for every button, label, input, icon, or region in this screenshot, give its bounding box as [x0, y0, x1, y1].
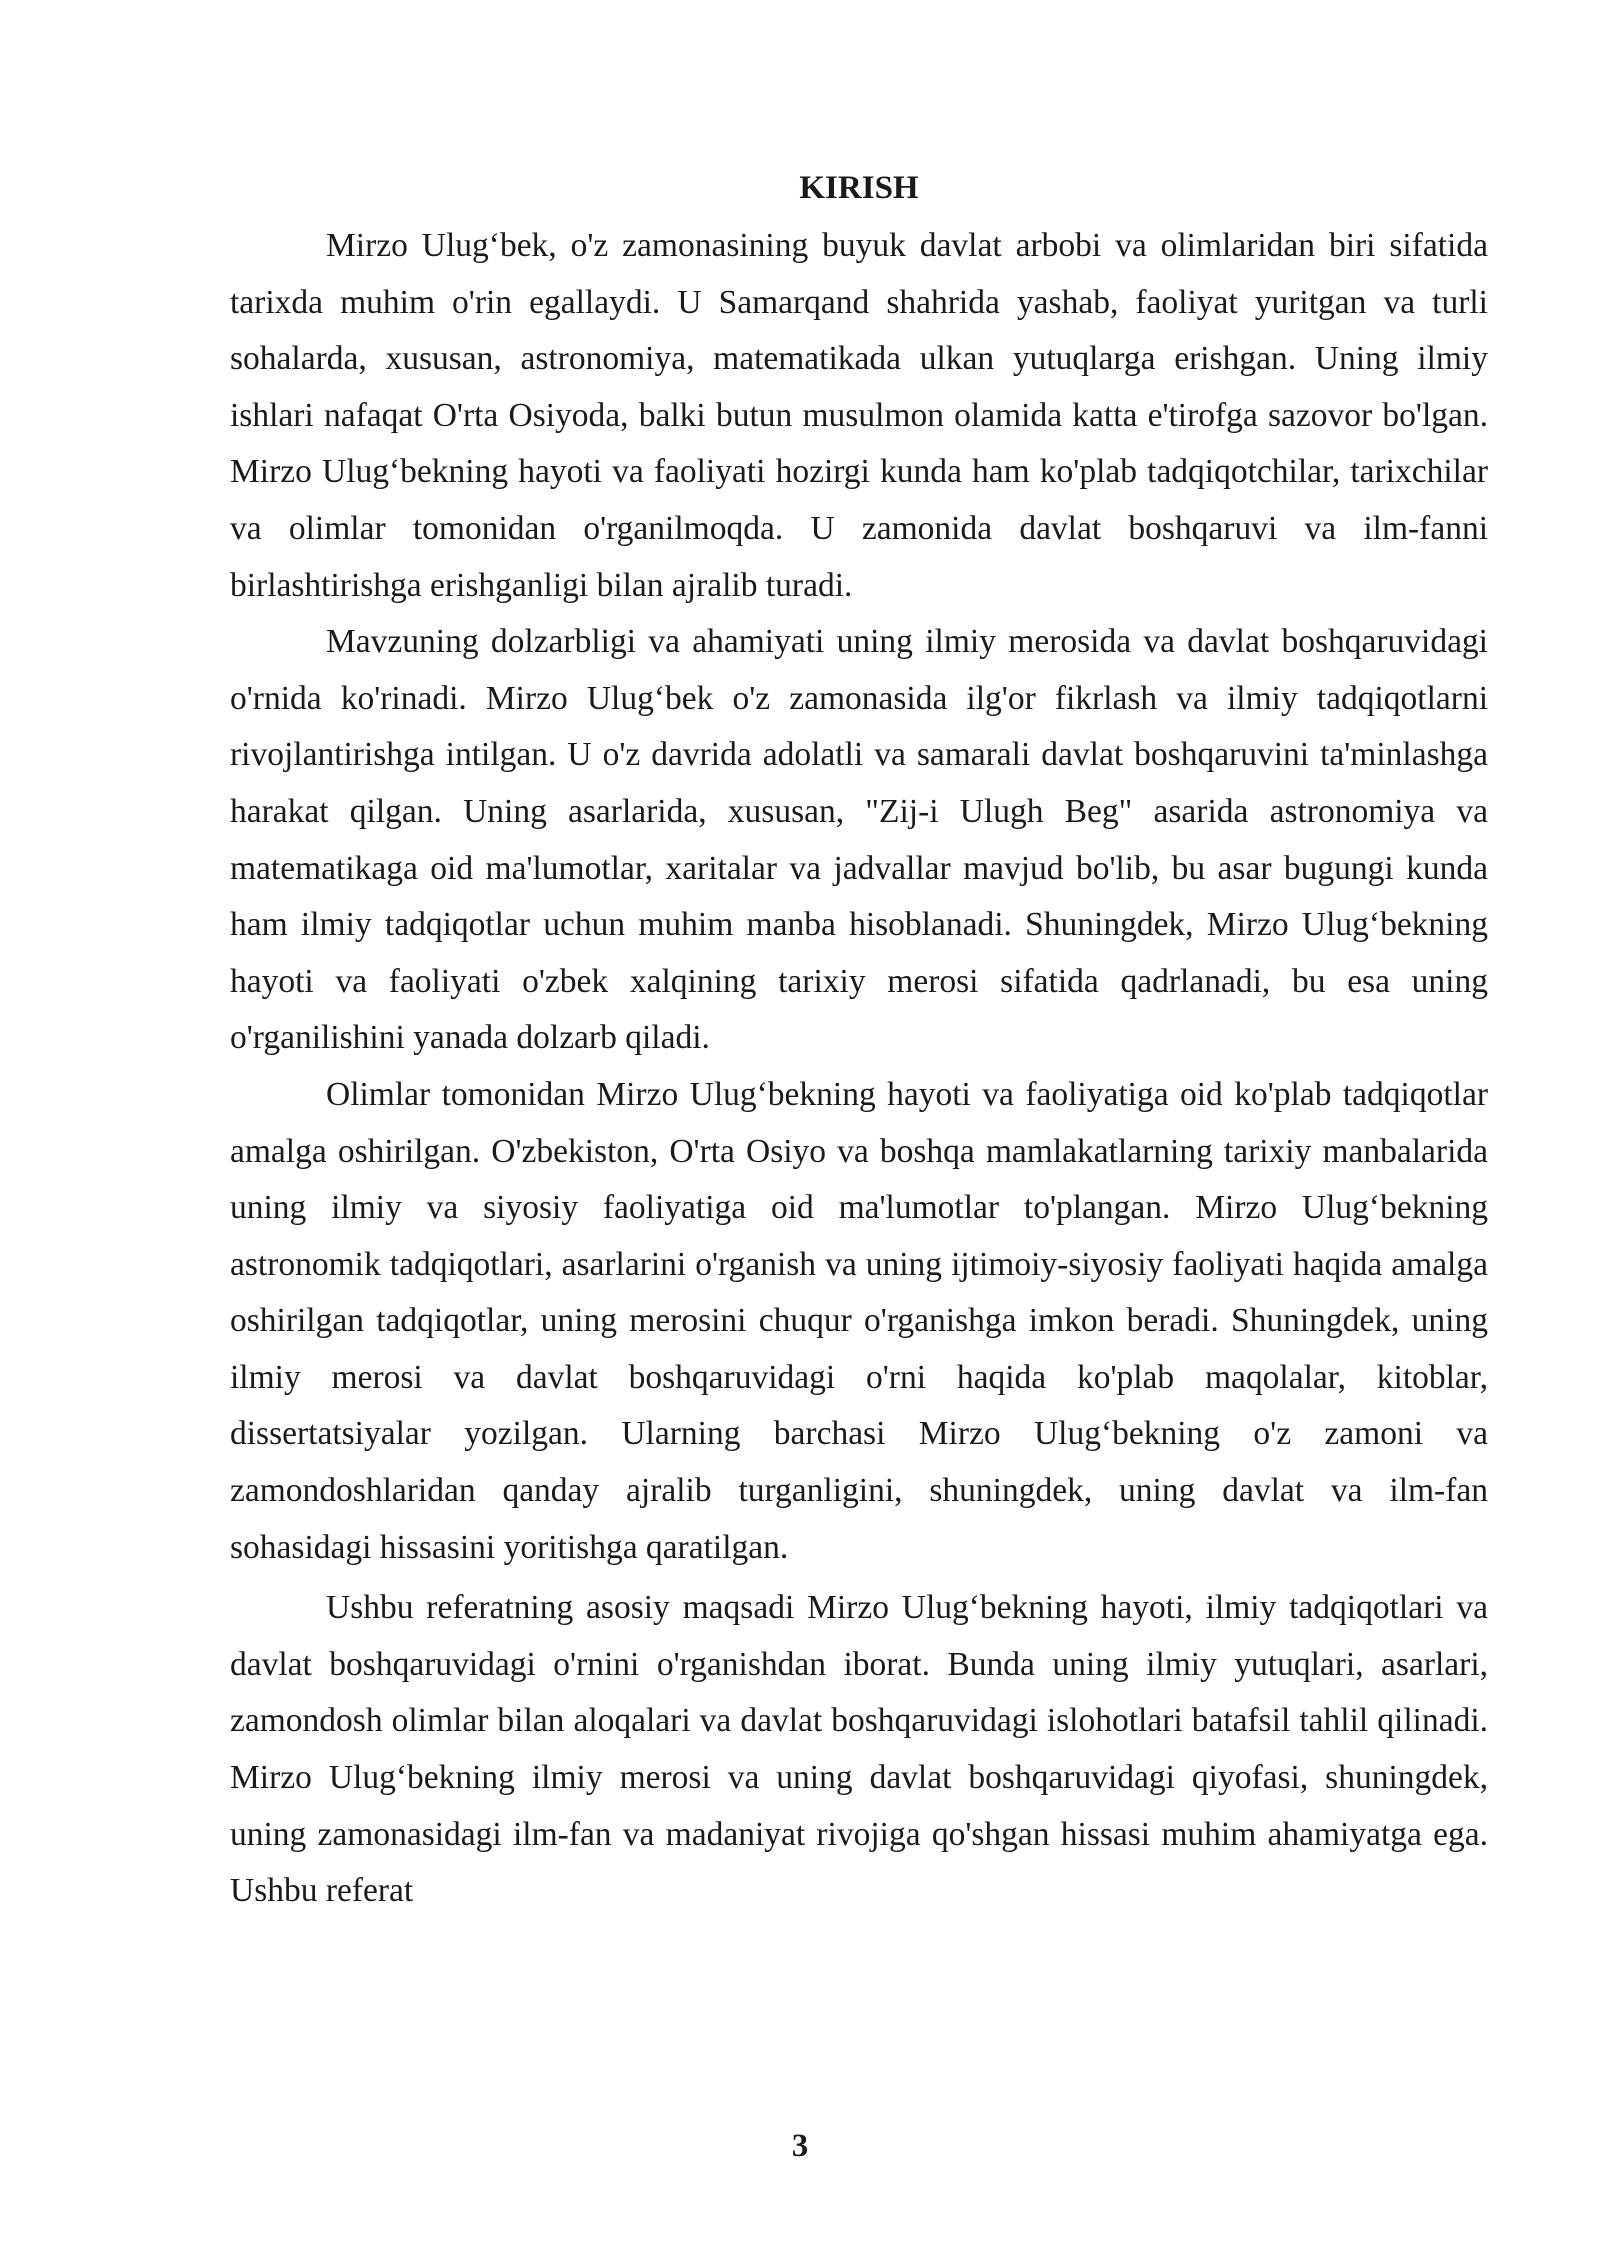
paragraph-relevance: Mavzuning dolzarbligi va ahamiyati uning ilmiy merosida va davlat boshqaruvidagi o'rnida ko'rinadi. Mirzo Ulug‘bek o'z zamonasida ilg'or fikrlash va ilmiy tadqiqotlarni rivojlantirishga intilgan. U o'z davrida adolatli va samarali davlat boshqaruvini ta'minlashga harakat qilgan. Uning asarlarida, xususan, "Zij-i Ulugh Beg" asarida astronomiya va matematikaga oid ma'lumotlar, xaritalar va jadvallar mavjud bo'lib, bu asar bugungi kunda ham ilmiy tadqiqotlar uchun muhim manba hisoblanadi. Shuningdek, Mirzo Ulug‘bekning hayoti va faoliyati o'zbek xalqining tarixiy merosi sifatida qadrlanadi, bu esa uning o'rganilishini yanada dolzarb qiladi. [230, 623, 1488, 1057]
page-number: 3 [791, 2128, 809, 2164]
paragraph-introduction: Mirzo Ulug‘bek, o'z zamonasining buyuk davlat arbobi va olimlaridan biri sifatida tarixda muhim o'rin egallaydi. U Samarqand shahrida yashab, faoliyat yuritgan va turli sohalarda, xususan, astronomiya, matematikada ulkan yutuqlarga erishgan. Uning ilmiy ishlari nafaqat O'rta Osiyoda, balki butun musulmon olamida katta e'tirofga sazovor bo'lgan. Mirzo Ulug‘bekning hayoti va faoliyati hozirgi kunda ham ko'plab tadqiqotchilar, tarixchilar va olimlar tomonidan o'rganilmoqda. U zamonida davlat boshqaruvi va ilm-fanni birlashtirishga erishganligi bilan ajralib turadi. [230, 227, 1488, 604]
section-title: KIRISH [799, 170, 919, 206]
paragraph-purpose: Ushbu referatning asosiy maqsadi Mirzo Ulug‘bekning hayoti, ilmiy tadqiqotlari va davlat boshqaruvidagi o'rnini o'rganishdan iborat. Bunda uning ilmiy yutuqlari, asarlari, zamondosh olimlar bilan aloqalari va davlat boshqaruvidagi islohotlari batafsil tahlil qilinadi. Mirzo Ulug‘bekning ilmiy merosi va uning davlat boshqaruvidagi qiyofasi, shuningdek, uning zamonasidagi ilm-fan va madaniyat rivojiga qo'shgan hissasi muhim ahamiyatga ega. Ushbu referat [230, 1589, 1488, 1910]
paragraph-research: Olimlar tomonidan Mirzo Ulug‘bekning hayoti va faoliyatiga oid ko'plab tadqiqotlar amalga oshirilgan. O'zbekiston, O'rta Osiyo va boshqa mamlakatlarning tarixiy manbalarida uning ilmiy va siyosiy faoliyatiga oid ma'lumotlar to'plangan. Mirzo Ulug‘bekning astronomik tadqiqotlari, asarlarini o'rganish va uning ijtimoiy-siyosiy faoliyati haqida amalga oshirilgan tadqiqotlar, uning merosini chuqur o'rganishga imkon beradi. Shuningdek, uning ilmiy merosi va davlat boshqaruvidagi o'rni haqida ko'plab maqolalar, kitoblar, dissertatsiyalar yozilgan. Ularning barchasi Mirzo Ulug‘bekning o'z zamoni va zamondoshlaridan qanday ajralib turganligini, shuningdek, uning davlat va ilm-fan sohasidagi hissasini yoritishga qaratilgan. [230, 1075, 1488, 1566]
document-page [230, 160, 1488, 1920]
